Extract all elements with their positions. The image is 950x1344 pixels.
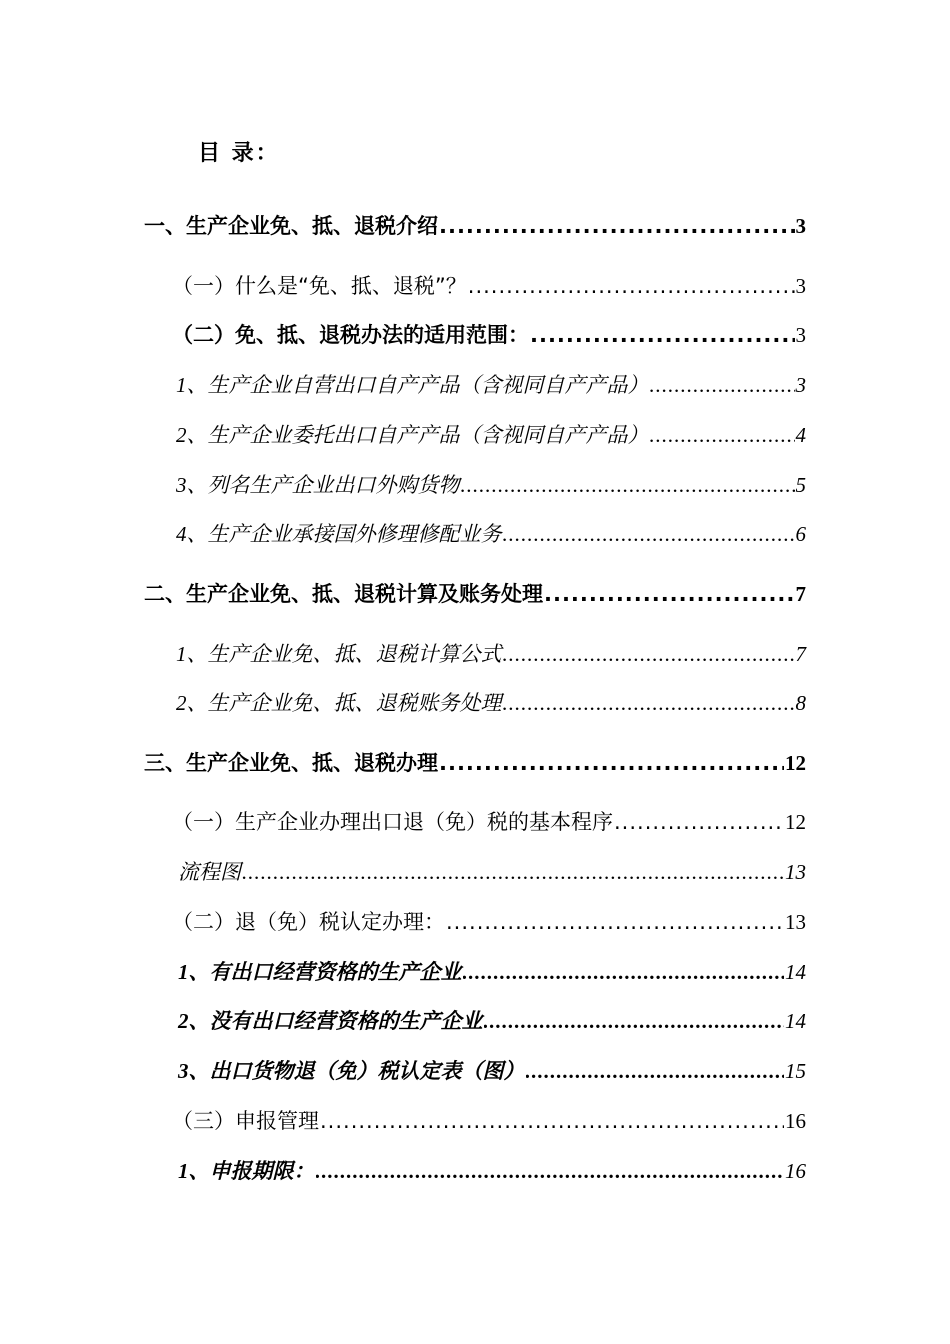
toc-entry[interactable] (178, 856, 806, 886)
toc-entry[interactable] (176, 419, 806, 449)
dot-leader (530, 323, 795, 347)
toc-entry-label: 1、生产企业免、抵、退税计算公式 (176, 642, 502, 666)
toc-entry-label: （一）什么是“免、抵、退税”？ (172, 274, 467, 298)
toc-entry[interactable] (178, 1155, 806, 1185)
toc-entry-label: 流程图 (178, 860, 241, 884)
dot-leader (242, 860, 784, 885)
toc-entry[interactable] (172, 319, 806, 349)
toc-entry-label: 2、生产企业免、抵、退税账务处理 (176, 691, 502, 715)
toc-entry-label: 二、生产企业免、抵、退税计算及账务处理 (144, 582, 543, 606)
dot-leader (503, 522, 795, 547)
toc-entry-label: （一）生产企业办理出口退（免）税的基本程序 (172, 810, 613, 834)
toc-entry-label: 3、出口货物退（免）税认定表（图） (178, 1059, 525, 1083)
toc-entry[interactable] (144, 747, 806, 777)
toc-entry[interactable] (178, 1055, 806, 1085)
toc-entry-page: 6 (795, 522, 806, 546)
dot-leader (544, 582, 795, 606)
toc-entry[interactable] (172, 1105, 806, 1135)
toc-entry-page: 3 (795, 274, 806, 298)
dot-leader (503, 642, 795, 667)
toc-entry-label: 1、有出口经营资格的生产企业 (178, 960, 462, 984)
toc-entry-label: 一、生产企业免、抵、退税介绍 (144, 214, 438, 238)
toc-entry-page: 4 (795, 423, 806, 447)
toc-entry[interactable] (144, 210, 806, 240)
dot-leader (526, 1059, 785, 1084)
toc-entry-label: 2、没有出口经营资格的生产企业 (178, 1009, 483, 1033)
toc-entry-label: 3、列名生产企业出口外购货物 (176, 473, 460, 497)
toc-entry-label: 4、生产企业承接国外修理修配业务 (176, 522, 502, 546)
toc-entry-label: （二）退（免）税认定办理： (172, 910, 445, 934)
toc-entry[interactable] (172, 806, 806, 836)
toc-entry[interactable] (178, 1005, 806, 1035)
toc-entry-label: 2、生产企业委托出口自产产品（含视同自产产品） (176, 423, 649, 447)
toc-entry-page: 3 (795, 373, 806, 397)
dot-leader (439, 751, 784, 775)
toc-entry-page: 7 (795, 582, 806, 606)
toc-entry[interactable] (176, 687, 806, 717)
toc-entry-page: 5 (795, 473, 806, 497)
toc-entry[interactable] (176, 469, 806, 499)
toc-entry-label: （三）申报管理 (172, 1109, 319, 1133)
dot-leader (650, 373, 795, 398)
dot-leader (503, 691, 795, 716)
toc-entry-page: 13 (785, 910, 806, 934)
dot-leader (316, 1159, 785, 1184)
toc-entry[interactable] (172, 906, 806, 936)
dot-leader (614, 810, 784, 834)
toc-entry-page: 16 (785, 1109, 806, 1133)
dot-leader (439, 214, 795, 238)
toc-entry-page: 14 (785, 960, 806, 984)
dot-leader (468, 274, 795, 298)
toc-title: 目 录： (198, 141, 280, 166)
dot-leader (484, 1009, 785, 1034)
toc-entry-page: 7 (795, 642, 806, 666)
toc-entry-page: 13 (785, 860, 806, 884)
dot-leader (650, 423, 795, 448)
toc-entry-page: 8 (795, 691, 806, 715)
dot-leader (461, 473, 795, 498)
toc-entry[interactable] (176, 369, 806, 399)
dot-leader (446, 910, 784, 934)
toc-entry-page: 16 (785, 1159, 806, 1183)
toc-entry-label: 1、生产企业自营出口自产产品（含视同自产产品） (176, 373, 649, 397)
toc-entry-page: 3 (795, 323, 806, 347)
dot-leader (320, 1109, 784, 1133)
toc-entry[interactable] (172, 270, 806, 300)
toc-entry-label: 1、申报期限： (178, 1159, 315, 1183)
toc-entry-page: 12 (785, 751, 806, 775)
toc-entry-page: 12 (785, 810, 806, 834)
toc-entry-label: （二）免、抵、退税办法的适用范围： (172, 323, 529, 347)
toc-entry[interactable] (178, 956, 806, 986)
toc-entry[interactable] (176, 638, 806, 668)
toc-entry-page: 15 (785, 1059, 806, 1083)
dot-leader (463, 960, 785, 985)
toc-entry[interactable] (176, 518, 806, 548)
toc-entry-label: 三、生产企业免、抵、退税办理 (144, 751, 438, 775)
toc-entry-page: 3 (795, 214, 806, 238)
toc-entry-page: 14 (785, 1009, 806, 1033)
toc-entry[interactable] (144, 578, 806, 608)
